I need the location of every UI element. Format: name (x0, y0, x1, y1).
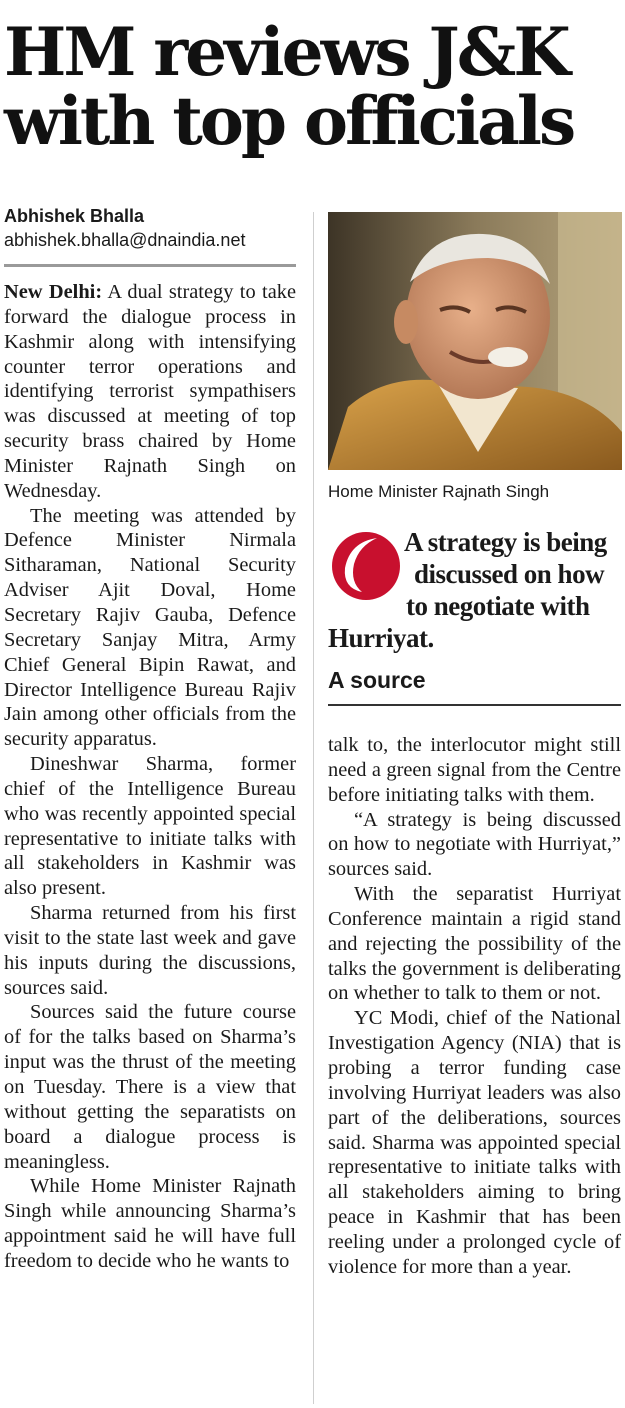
pull-quote-line: discussed on how (414, 559, 605, 589)
headline: HM reviews J&K with top officials (4, 13, 574, 160)
paragraph: With the separatist Hurriyat Conference maintain a rigid stand and rejecting the possibility of the talks the government is deliberating on whether to talk to them or not. (328, 883, 621, 1005)
paragraph: talk to, the interlocutor might still need a green signal from the Centre before initiating talks with them. (328, 734, 621, 806)
paragraph: YC Modi, chief of the National Investigation Agency (NIA) that is probing a terror funding case involving Hurriyat leaders was also part of the deliberations, sources said. Sharma was appointed special representative to initiate talks with all stakeholders aiming to bring peace in Kashmir that has been reeling under a prolonged cycle of violence for more than a year. (328, 1007, 621, 1278)
byline-email: abhishek.bhalla@dnaindia.net (4, 230, 246, 250)
photo-caption: Home Minister Rajnath Singh (328, 482, 550, 501)
paragraph: “A strategy is being discussed on how to negotiate with Hurriyat,” sources said. (328, 808, 621, 881)
paragraph (4, 280, 296, 504)
byline-author: Abhishek Bhalla (4, 206, 145, 226)
paragraph: Dineshwar Sharma, former chief of the Intelligence Bureau who was recently appointed special representative to initiate talks with all stakeholders in Kashmir was also present. (4, 753, 296, 900)
column-divider (313, 212, 314, 1404)
paragraph: Sharma returned from his first visit to the state last week and gave his inputs during the discussions, sources said. (4, 902, 296, 999)
paragraph: While Home Minister Rajnath Singh while announcing Sharma’s appointment said he will have full freedom to decide who he wants to (4, 1175, 296, 1272)
paragraph: The meeting was attended by Defence Minister Nirmala Sitharaman, National Security Adviser Ajit Doval, Home Secretary Rajiv Gauba, Defence Secretary Sanjay Mitra, Army Chief General Bipin Rawat, and Director Intelligence Bureau Rajiv Jain among other officials from the security apparatus. (4, 504, 296, 751)
right-column (328, 733, 621, 1280)
pull-quote-line: to negotiate with (406, 591, 590, 621)
portrait-illustration (328, 212, 622, 470)
portrait-photo (328, 212, 622, 470)
pull-quote-line: Hurriyat. (328, 623, 434, 653)
pull-quote-attribution: A source (328, 667, 426, 693)
paragraph: Sources said the future course of for the talks based on Sharma’s input was the thrust of the meeting on Tuesday. There is a view that without getting the separatists on board a dialogue process is meaningless. (4, 1001, 296, 1173)
left-column (4, 280, 296, 1274)
paragraph-text: A dual strategy to take forward the dialogue process in Kashmir along with intensifying counter terror operations and identifying terrorist sympathisers was discussed at meeting of top security brass chaired by Home Minister Rajnath Singh on Wednesday. (4, 281, 296, 502)
pull-quote (328, 526, 620, 654)
dateline: New Delhi: (4, 281, 103, 303)
pull-quote-line: A strategy is being (404, 527, 607, 557)
pull-quote-divider (328, 704, 621, 706)
byline-divider (4, 264, 296, 267)
